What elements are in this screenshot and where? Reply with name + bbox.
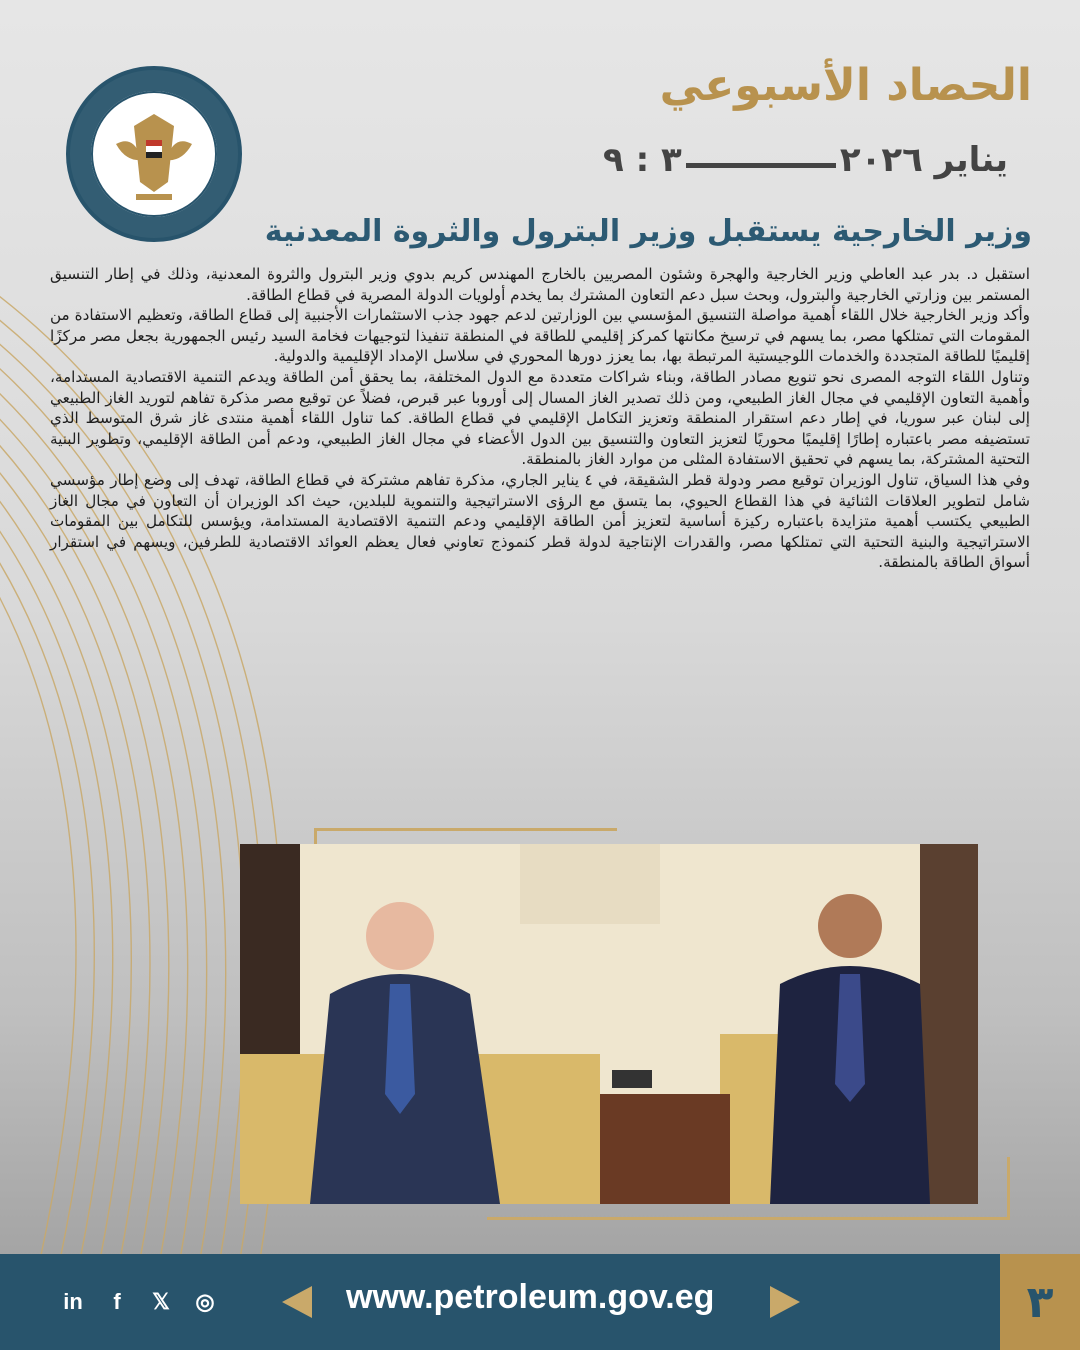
article-paragraph: استقبل د. بدر عبد العاطي وزير الخارجية والهجرة وشئون المصريين بالخارج المهندس كريم بدوي وزير البترول والثروة المعدنية، وذلك في إطار التنسيق المستمر بين وزارتي الخارجية والبترول، وبحث سبل دعم التعاون المشترك بما يخدم أولويات الدولة المصرية في قطاع الطاقة. xyxy=(50,265,1030,304)
instagram-icon[interactable]: ◎ xyxy=(195,1289,215,1314)
footer-bar xyxy=(0,1254,1080,1350)
x-icon[interactable]: 𝕏 xyxy=(152,1289,170,1314)
next-arrow-icon[interactable] xyxy=(770,1286,800,1318)
article-body xyxy=(50,264,1030,573)
meeting-photo xyxy=(240,844,978,1204)
social-links xyxy=(58,1284,220,1320)
facebook-icon[interactable]: f xyxy=(113,1289,121,1314)
page-title: الحصاد الأسبوعي xyxy=(659,60,1032,111)
website-url[interactable]: www.petroleum.gov.eg xyxy=(346,1278,715,1316)
linkedin-icon[interactable]: in xyxy=(63,1289,83,1314)
date-rule xyxy=(686,163,836,168)
date-month-year: يناير ٢٠٢٦ xyxy=(839,140,1008,180)
article-paragraph: وفي هذا السياق، تناول الوزيران توقيع مصر ودولة قطر الشقيقة، في ٤ يناير الجاري، مذكرة تفاهم مشتركة في قطاع الطاقة، تهدف إلى وضع إطار مؤسسي شامل لتطوير العلاقات الثنائية في هذا القطاع الحيوي، بما يتسق مع الرؤى الاستراتيجية والتنموية للبلدين، حيث اكد الوزيران أن التعاون في مجال الغاز الطبيعي يكتسب أهمية متزايدة باعتباره ركيزة أساسية لتعزيز أمن الطاقة الإقليمي ودعم التنمية الاقتصادية المستدامة، ويؤسس للتكامل بين المقومات الاستراتيجية والبنية التحتية التي تمتلكها مصر، والقدرات الإنتاجية لدولة قطر كنموذج تعاوني فعال يعظم العوائد الاقتصادية للطرفين، ويسهم في استقرار أسواق الطاقة بالمنطقة. xyxy=(50,470,1030,572)
article-paragraph: وتناول اللقاء التوجه المصرى نحو تنويع مصادر الطاقة، وبناء شراكات متعددة مع الدول المختلفة، بما يحقق أمن الطاقة ويدعم التنمية الاقتصادية المستدامة، وأهمية التعاون الإقليمي في مجال الغاز الطبيعي، ومن ذلك تصدير الغاز المسال إلى أوروبا عبر قبرص، فضلاً عن توقيع مصر مذكرة تفاهم لتوريد الغاز الطبيعي إلى لبنان عبر سوريا، في إطار دعم استقرار المنطقة وتعزيز التكامل الإقليمي في قطاع الطاقة. كما تناول اللقاء أهمية منتدى غاز شرق المتوسط الذي تستضيفه مصر باعتباره إطارًا إقليميًا محوريًا لتعزيز التعاون والتنسيق بين الدول الأعضاء في مجال الغاز الطبيعي، ودعم أمن الطاقة الإقليمي، وتطوير البنية التحتية المشتركة، بما يسهم في تحقيق الاستفادة المثلى من موارد الغاز بالمنطقة. xyxy=(50,367,1030,469)
article-paragraph: وأكد وزير الخارجية خلال اللقاء أهمية مواصلة التنسيق المؤسسي بين الوزارتين لدعم جهود جذب الاستثمارات الأجنبية إلى قطاع الطاقة، وتعظيم الاستفادة من المقومات التي تمتلكها مصر، بما يسهم في ترسيخ مكانتها كمركز إقليمي للطاقة في المنطقة تنفيذا لتوجيهات فخامة السيد رئيس الجمهورية بجعل مصر مركزًا إقليميًا للطاقة المتجددة والخدمات اللوجيستية المرتبطة بها، بما يعزز دورها المحوري في سلاسل الإمداد الإقليمية والدولية. xyxy=(50,306,1030,366)
ministry-logo xyxy=(64,64,244,244)
article-headline: وزير الخارجية يستقبل وزير البترول والثروة المعدنية xyxy=(264,214,1032,249)
page-number: ٣ xyxy=(1000,1254,1080,1350)
meeting-photo-container xyxy=(240,828,1010,1220)
previous-arrow-icon[interactable] xyxy=(282,1286,312,1318)
date-line xyxy=(603,140,1008,180)
date-day-range: ٣ : ٩ xyxy=(603,140,682,180)
